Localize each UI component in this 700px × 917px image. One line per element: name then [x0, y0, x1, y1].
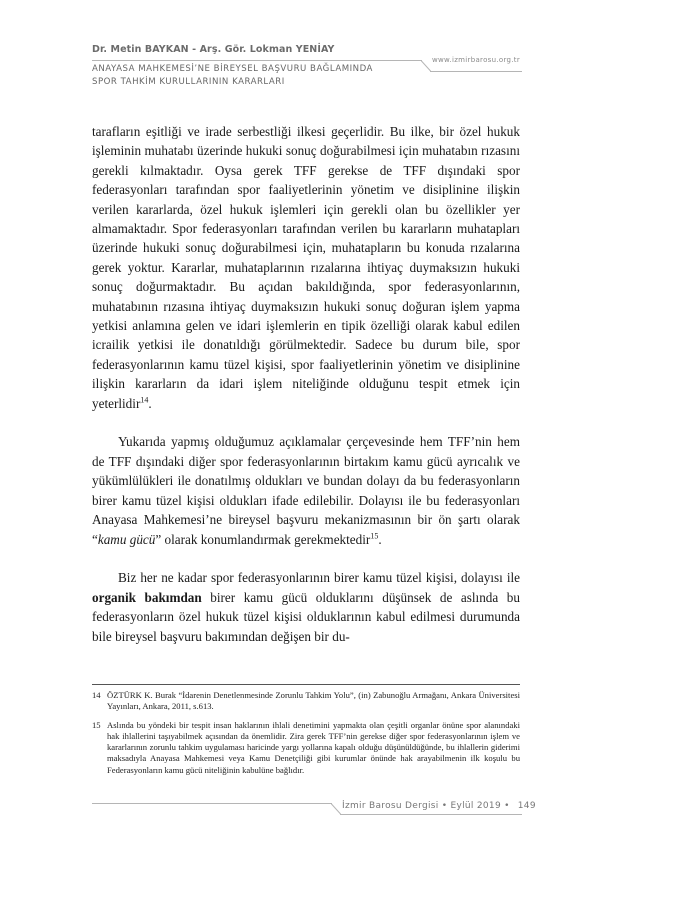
footnote-14 [92, 690, 520, 713]
footer-rule [92, 803, 332, 804]
footer-rule-right [340, 814, 522, 815]
paragraph-3-text: Biz her ne kadar spor federasyonlarının birer kamu tüzel kişisi, dolayısı ile [118, 570, 520, 586]
paragraph-3-bold: organik bakımdan [92, 589, 202, 605]
footer-journal: İzmir Barosu Dergisi • Eylül 2019 • [342, 801, 510, 811]
header-rule [92, 60, 422, 61]
body-text [92, 122, 520, 646]
footnote-ref-15[interactable]: 15 [370, 531, 379, 541]
header-rule-right [430, 71, 522, 72]
footnote-15 [92, 720, 520, 776]
paragraph-2-text: Yukarıda yapmış olduğumuz açıklamalar çerçevesinde hem TFF’nin hem de TFF dışındaki diğer spor federasyonlarının birtakım kamu gücü ayrıcalık ve yükümlülükleri ile donatılmış oldukları ve bundan dolayı da bu federasyonların birer kamu tüzel kişisi oldukları ifade edilebilir. Dolayısı ile bu federasyonları Anayasa Mahkemesi’ne bireysel başvuru mekanizmasının bir ön şartı olarak “ [92, 434, 520, 547]
header-article-title [92, 63, 373, 88]
paragraph-3 [92, 568, 520, 646]
paragraph-2 [92, 432, 520, 548]
footnote-number: 15 [92, 719, 101, 730]
header-title-line-1: ANAYASA MAHKEMESİ’NE BİREYSEL BAŞVURU BAĞLAMINDA [92, 64, 373, 74]
paragraph-1-text: tarafların eşitliği ve irade serbestliği ilkesi geçerlidir. Bu ilke, bir özel hukuk işleminin muhatabı üzerinde hukuki sonuç doğurabilmesi için muhatabın rızasını gerekli kılmaktadır. Oysa gerek TFF gerekse de TFF dışındaki spor federasyonları tarafından spor faaliyetlerinin yönetim ve disiplinine ilişkin verilen kararlarda, özel hukuk işlemleri için gerekli olan bu özellikler yer almamaktadır. Spor federasyonları tarafından verilen bu kararların muhatapları üzerinde hukuki sonuç doğurabilmesi için, muhatapların bu konuda rızalarına gerek yoktur. Kararlar, muhataplarının rızalarına ihtiyaç duymaksızın hukuki sonuç doğurmaktadır. Bu açıdan bakıldığında, spor federasyonlarının, muhatabının rızasına ihtiyaç duymaksızın hukuki sonuç doğuran işlem yapma yetkisi anlamına gelen ve idari işlemlerin en tipik özelliği olarak kabul edilen icrailik yetkisi ile donatıldığı görülmektedir. Sadece bu durum bile, spor federasyonlarının kamu tüzel kişisi, spor faaliyetlerinin yönetim ve disiplinine ilişkin kararların da idari işlem niteliğinde olduğunu tespit etmek için yeterlidir [92, 124, 520, 411]
footer [342, 801, 536, 811]
paragraph-2-end: . [378, 531, 382, 547]
footnote-text: Aslında bu yöndeki bir tespit insan haklarının ihlali denetimini yapmakta olan çeşitli organlar önüne spor alanındaki hak ihlallerini taşıyabilmek açısından da önemlidir. Zira gerek TFF’nin gerekse diğer spor federasyonlarının işlem ve kararlarının zorunlu tahkim uygulaması haricinde yargı yollarına kapalı olduğu düşünüldüğünde, bu ihlallerin giderimi maksadıyla Anayasa Mahkemesi veya Kamu Denetçiliği gibi kurumlar önünde hak arayabilmenin ilk koşulu bu Federasyonların kamu gücü niteliğinin kabulüne bağlıdır. [107, 719, 520, 775]
paragraph-1 [92, 122, 520, 413]
footnote-number: 14 [92, 690, 101, 700]
page-number: 149 [517, 801, 536, 811]
header-authors: Dr. Metin BAYKAN - Arş. Gör. Lokman YENİAY [92, 44, 335, 55]
paragraph-1-end: . [148, 395, 152, 411]
footnotes [92, 690, 520, 783]
paragraph-2-after: ” olarak konumlandırmak gerekmektedir [155, 531, 371, 547]
footnote-ref-14[interactable]: 14 [140, 395, 149, 405]
paragraph-2-italic: kamu gücü [97, 531, 156, 547]
header-website[interactable]: www.izmirbarosu.org.tr [432, 56, 520, 64]
paragraph-3-after: birer kamu gücü olduklarını düşünsek de aslında bu federasyonların özel hukuk tüzel kişisi olduklarının kabul edilmesi durumunda bile bireysel başvuru bakımından değişen bir du- [92, 589, 520, 644]
footnote-separator [92, 684, 520, 685]
footnote-text: ÖZTÜRK K. Burak “İdarenin Denetlenmesinde Zorunlu Tahkim Yolu”, (in) Zabunoğlu Armağanı, Ankara Üniversitesi Yayınları, Ankara, 2011, s.613. [107, 690, 520, 712]
header-title-line-2: SPOR TAHKİM KURULLARININ KARARLARI [92, 76, 285, 87]
